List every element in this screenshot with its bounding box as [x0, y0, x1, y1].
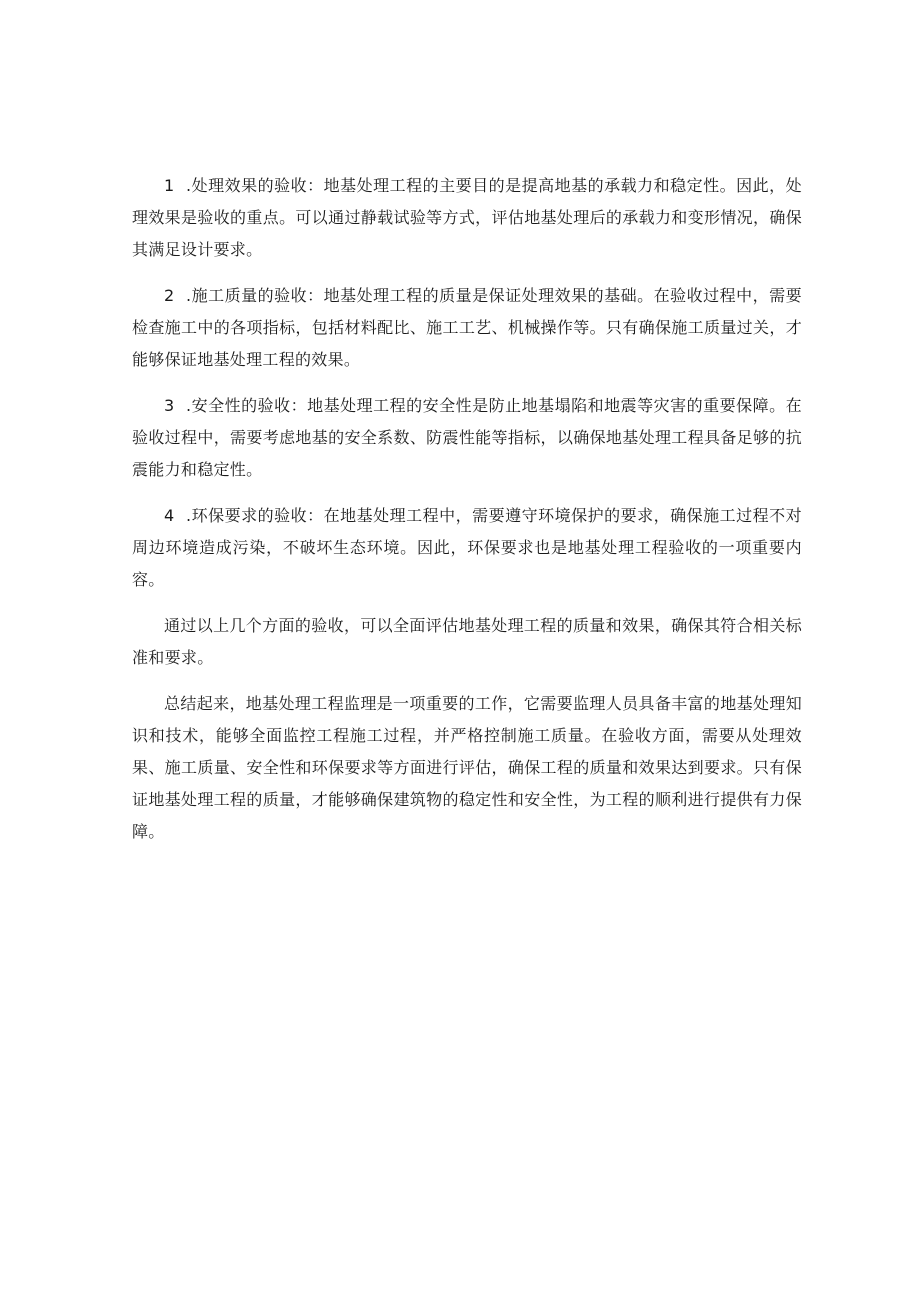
paragraph-4 [132, 500, 802, 596]
paragraph-text: .施工质量的验收：地基处理工程的质量是保证处理效果的基础。在验收过程中，需要检查施工中的各项指标，包括材料配比、施工工艺、机械操作等。只有确保施工质量过关，才能够保证地基处理工程的效果。 [132, 286, 802, 369]
paragraph-text: .处理效果的验收：地基处理工程的主要目的是提高地基的承载力和稳定性。因此，处理效果是验收的重点。可以通过静载试验等方式，评估地基处理后的承载力和变形情况，确保其满足设计要求。 [132, 176, 802, 259]
paragraph-text: 通过以上几个方面的验收，可以全面评估地基处理工程的质量和效果，确保其符合相关标准和要求。 [132, 616, 802, 667]
paragraph-text: .安全性的验收：地基处理工程的安全性是防止地基塌陷和地震等灾害的重要保障。在验收过程中，需要考虑地基的安全系数、防震性能等指标，以确保地基处理工程具备足够的抗震能力和稳定性。 [132, 396, 802, 479]
paragraph-text: 总结起来，地基处理工程监理是一项重要的工作，它需要监理人员具备丰富的地基处理知识和技术，能够全面监控工程施工过程，并严格控制施工质量。在验收方面，需要从处理效果、施工质量、安全性和环保要求等方面进行评估，确保工程的质量和效果达到要求。只有保证地基处理工程的质量，才能够确保建筑物的稳定性和安全性，为工程的顺利进行提供有力保障。 [132, 694, 802, 841]
paragraph-number: 3 [164, 396, 175, 415]
paragraph-number: 2 [164, 286, 175, 305]
paragraph-number: 1 [164, 176, 175, 195]
paragraph-3 [132, 390, 802, 486]
paragraph-1 [132, 170, 802, 266]
paragraph-number: 4 [164, 506, 175, 525]
paragraph-summary-intro [132, 610, 802, 674]
paragraph-conclusion [132, 688, 802, 848]
paragraph-2 [132, 280, 802, 376]
document-body [132, 170, 802, 862]
paragraph-text: .环保要求的验收：在地基处理工程中，需要遵守环境保护的要求，确保施工过程不对周边环境造成污染，不破坏生态环境。因此，环保要求也是地基处理工程验收的一项重要内容。 [132, 506, 802, 589]
